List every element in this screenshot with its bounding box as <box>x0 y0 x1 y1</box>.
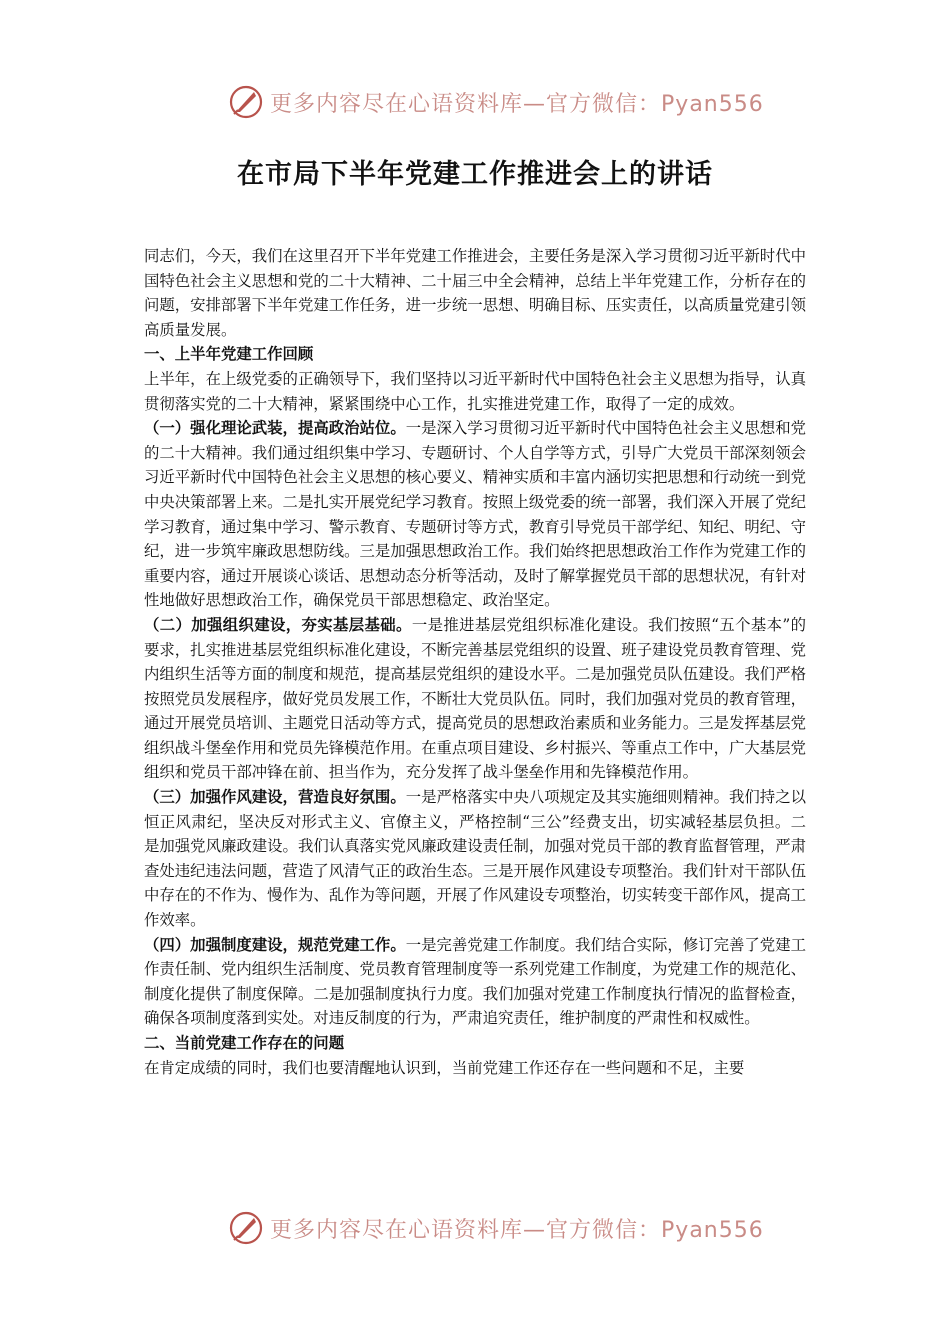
quill-logo-icon <box>228 1210 264 1246</box>
section-2-heading: 二、当前党建工作存在的问题 <box>144 1034 345 1052</box>
header-watermark-banner <box>0 82 950 122</box>
section-1-item-3: （三）加强作风建设，营造良好氛围。一是严格落实中央八项规定及其实施细则精神。我们持之以恒正风肃纪，坚决反对形式主义、官僚主义，严格控制“三公”经费支出，切实减轻基层负担。二是加强党风廉政建设。我们认真落实党风廉政建设责任制，加强对党员干部的教育监督管理，严肃查处违纪违法问题，营造了风清气正的政治生态。三是开展作风建设专项整治。我们针对干部队伍中存在的不作为、慢作为、乱作为等问题，开展了作风建设专项整治，切实转变干部作风，提高工作效率。 <box>144 788 806 930</box>
intro-paragraph: 同志们，今天，我们在这里召开下半年党建工作推进会，主要任务是深入学习贯彻习近平新时代中国特色社会主义思想和党的二十大精神、二十届三中全会精神，总结上半年党建工作，分析存在的问题，安排部署下半年党建工作任务，进一步统一思想、明确目标、压实责任，以高质量党建引领高质量发展。 <box>144 247 806 339</box>
section-1-item-1: （一）强化理论武装，提高政治站位。一是深入学习贯彻习近平新时代中国特色社会主义思想和党的二十大精神。我们通过组织集中学习、专题研讨、个人自学等方式，引导广大党员干部深刻领会习近平新时代中国特色社会主义思想的核心要义、精神实质和丰富内涵切实把思想和行动统一到党中央决策部署上来。二是扎实开展党纪学习教育。按照上级党委的统一部署，我们深入开展了党纪学习教育，通过集中学习、警示教育、专题研讨等方式，教育引导党员干部学纪、知纪、明纪、守纪，进一步筑牢廉政思想防线。三是加强思想政治工作。我们始终把思想政治工作作为党建工作的重要内容，通过开展谈心谈话、思想动态分析等活动，及时了解掌握党员干部的思想状况，有针对性地做好思想政治工作，确保党员干部思想稳定、政治坚定。 <box>144 419 806 610</box>
section-2-intro: 在肯定成绩的同时，我们也要清醒地认识到，当前党建工作还存在一些问题和不足，主要 <box>144 1058 745 1077</box>
section-1-item-4: （四）加强制度建设，规范党建工作。一是完善党建工作制度。我们结合实际，修订完善了党建工作责任制、党内组织生活制度、党员教育管理制度等一系列党建工作制度，为党建工作的规范化、制度化提供了制度保障。二是加强制度执行力度。我们加强对党建工作制度执行情况的监督检查，确保各项制度落到实处。对违反制度的行为，严肃追究责任，维护制度的严肃性和权威性。 <box>144 935 806 1028</box>
section-1-item-2: （二）加强组织建设，夯实基层基础。一是推进基层党组织标准化建设。我们按照“五个基本”的要求，扎实推进基层党组织标准化建设，不断完善基层党组织的设置、班子建设党员教育管理、党内组织生活等方面的制度和规范，提高基层党组织的建设水平。二是加强党员队伍建设。我们严格按照党员发展程序，做好党员发展工作，不断壮大党员队伍。同时，我们加强对党员的教育管理，通过开展党员培训、主题党日活动等方式，提高党员的思想政治素质和业务能力。三是发挥基层党组织战斗堡垒作用和党员先锋模范作用。在重点项目建设、乡村振兴、等重点工作中，广大基层党组织和党员干部冲锋在前、担当作为，充分发挥了战斗堡垒作用和先锋模范作用。 <box>144 615 806 782</box>
watermark-text: 更多内容尽在心语资料库—官方微信：Pyan556 <box>270 91 764 117</box>
quill-logo-icon <box>228 84 264 120</box>
watermark-text: 更多内容尽在心语资料库—官方微信：Pyan556 <box>270 1217 764 1243</box>
document-body <box>144 244 806 1080</box>
section-1-intro: 上半年，在上级党委的正确领导下，我们坚持以习近平新时代中国特色社会主义思想为指导，认真贯彻落实党的二十大精神，紧紧围绕中心工作，扎实推进党建工作，取得了一定的成效。 <box>144 369 806 413</box>
section-1-heading: 一、上半年党建工作回顾 <box>144 345 314 364</box>
document-title: 在市局下半年党建工作推进会上的讲话 <box>237 159 713 190</box>
footer-watermark-banner <box>0 1208 950 1248</box>
